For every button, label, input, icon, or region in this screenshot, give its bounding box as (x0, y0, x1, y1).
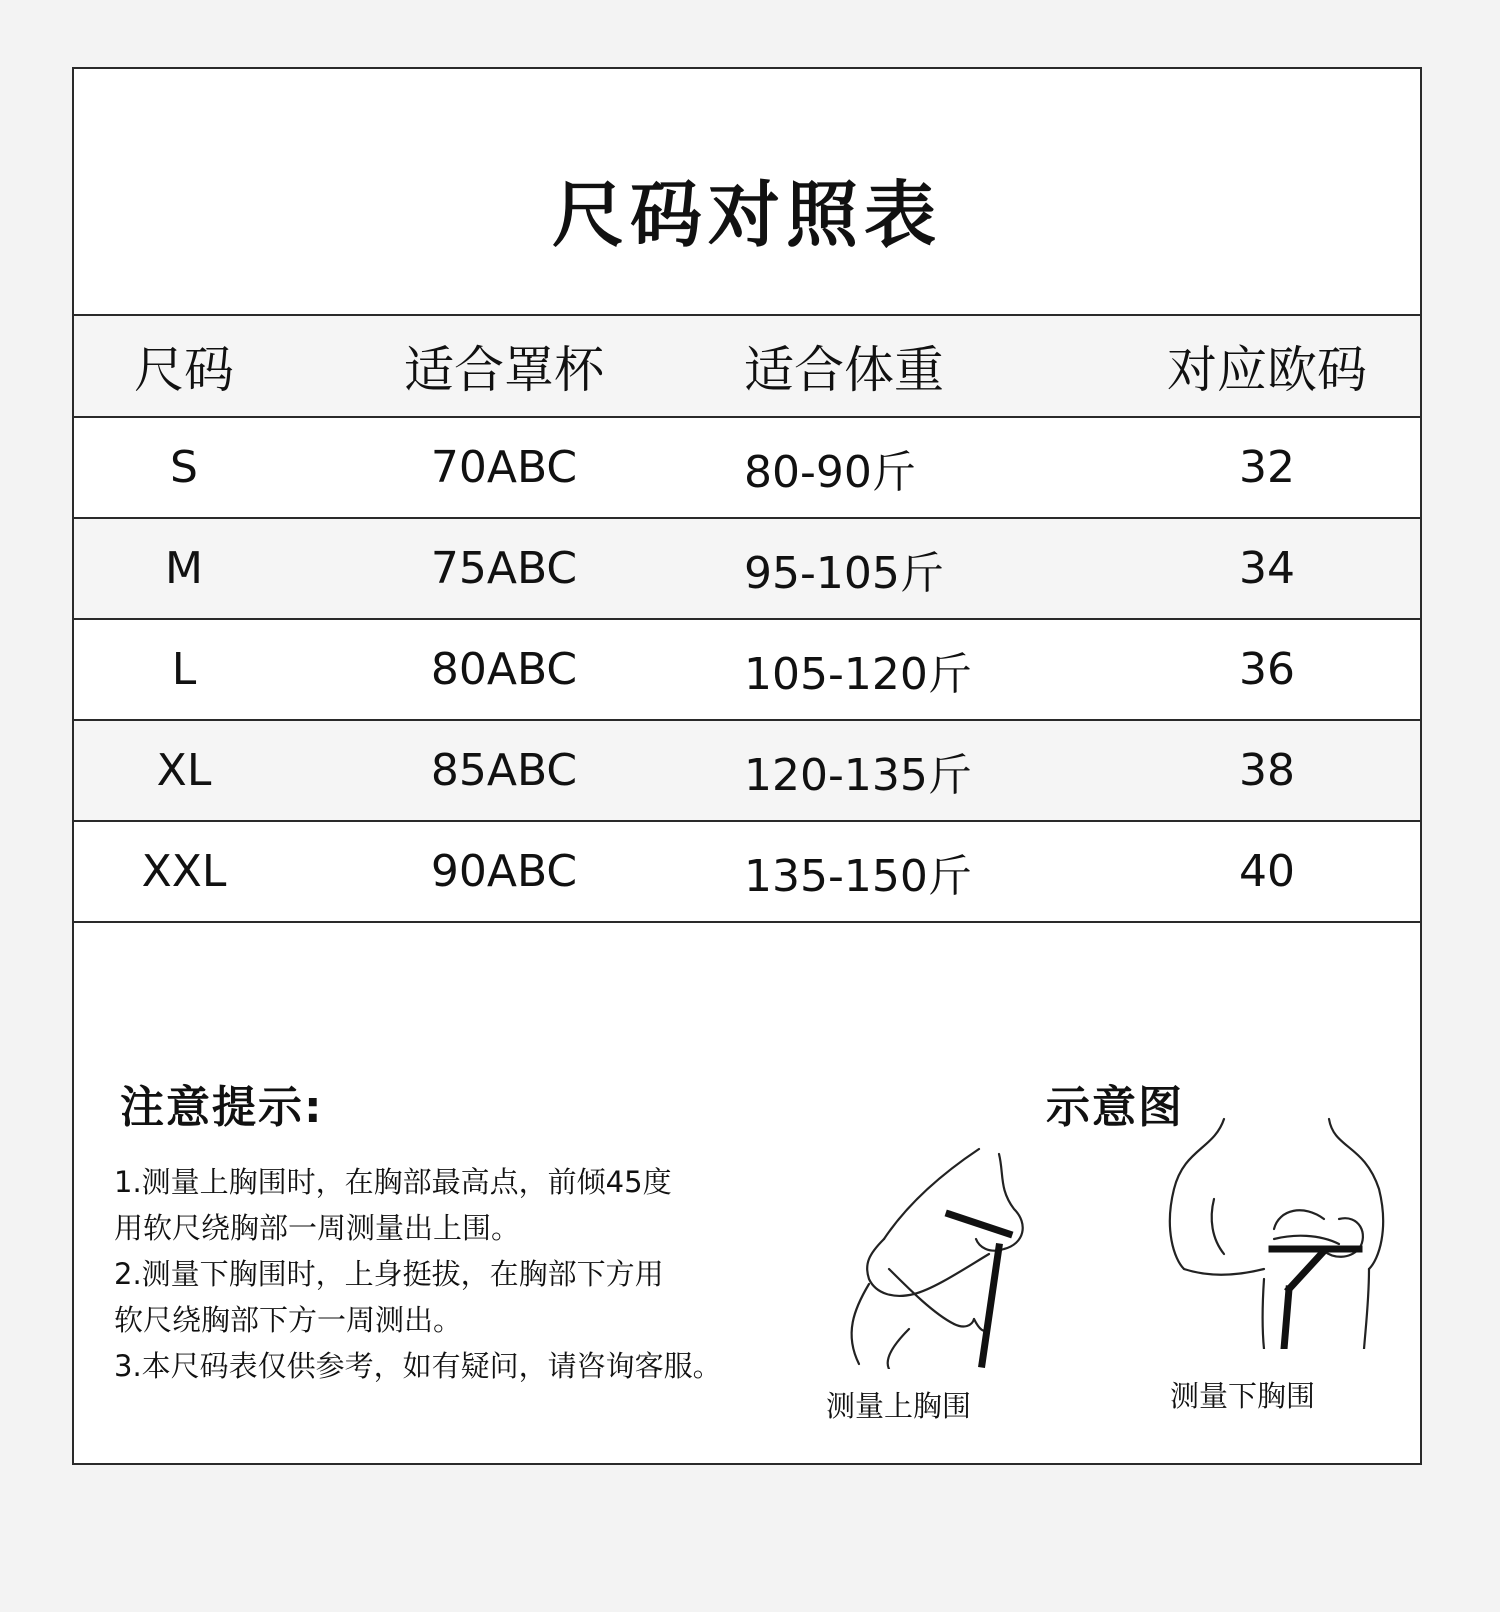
diagram-title: 示意图 (1046, 1082, 1184, 1133)
cell-eu-size: 32 (1239, 442, 1295, 493)
cell-cup: 80ABC (430, 644, 578, 695)
cell-eu-size: 36 (1239, 644, 1295, 695)
table-row (74, 721, 1420, 822)
notes-title: 注意提示: (120, 1082, 324, 1133)
cell-weight: 120-135斤 (744, 749, 972, 801)
table-row (74, 620, 1420, 721)
upper-bust-measure-illustration (814, 1129, 1054, 1369)
header-size: 尺码 (134, 341, 234, 399)
note-line: 用软尺绕胸部一周测量出上围。 (114, 1211, 521, 1245)
cell-weight: 105-120斤 (744, 648, 972, 700)
note-line: 软尺绕胸部下方一周测出。 (114, 1303, 463, 1337)
cell-size: XXL (141, 846, 227, 897)
table-row (74, 822, 1420, 923)
size-table (74, 314, 1420, 923)
table-row (74, 418, 1420, 519)
table-header-row (74, 316, 1420, 418)
cell-cup: 75ABC (430, 543, 578, 594)
under-bust-measure-illustration (1154, 1109, 1394, 1349)
cell-eu-size: 40 (1239, 846, 1295, 897)
cell-cup: 90ABC (430, 846, 578, 897)
cell-cup: 85ABC (430, 745, 578, 796)
note-line: 3.本尺码表仅供参考，如有疑问，请咨询客服。 (114, 1349, 722, 1383)
note-line: 2.测量下胸围时，上身挺拔，在胸部下方用 (114, 1257, 664, 1291)
header-cup: 适合罩杯 (404, 341, 604, 399)
cell-size: XL (156, 745, 212, 796)
cell-cup: 70ABC (430, 442, 578, 493)
cell-weight: 135-150斤 (744, 850, 972, 902)
page-title: 尺码对照表 (551, 173, 942, 257)
note-line: 1.测量上胸围时，在胸部最高点，前倾45度 (114, 1165, 672, 1199)
under-bust-caption: 测量下胸围 (1170, 1379, 1316, 1413)
header-weight: 适合体重 (744, 341, 944, 399)
cell-eu-size: 38 (1239, 745, 1295, 796)
upper-bust-caption: 测量上胸围 (826, 1389, 972, 1423)
notes-list (114, 1159, 754, 1389)
size-chart-card (72, 67, 1422, 1465)
cell-size: L (171, 644, 197, 695)
header-eu-size: 对应欧码 (1167, 341, 1367, 399)
cell-weight: 80-90斤 (744, 446, 916, 498)
cell-eu-size: 34 (1239, 543, 1295, 594)
cell-weight: 95-105斤 (744, 547, 944, 599)
cell-size: M (165, 543, 203, 594)
cell-size: S (170, 442, 198, 493)
table-row (74, 519, 1420, 620)
